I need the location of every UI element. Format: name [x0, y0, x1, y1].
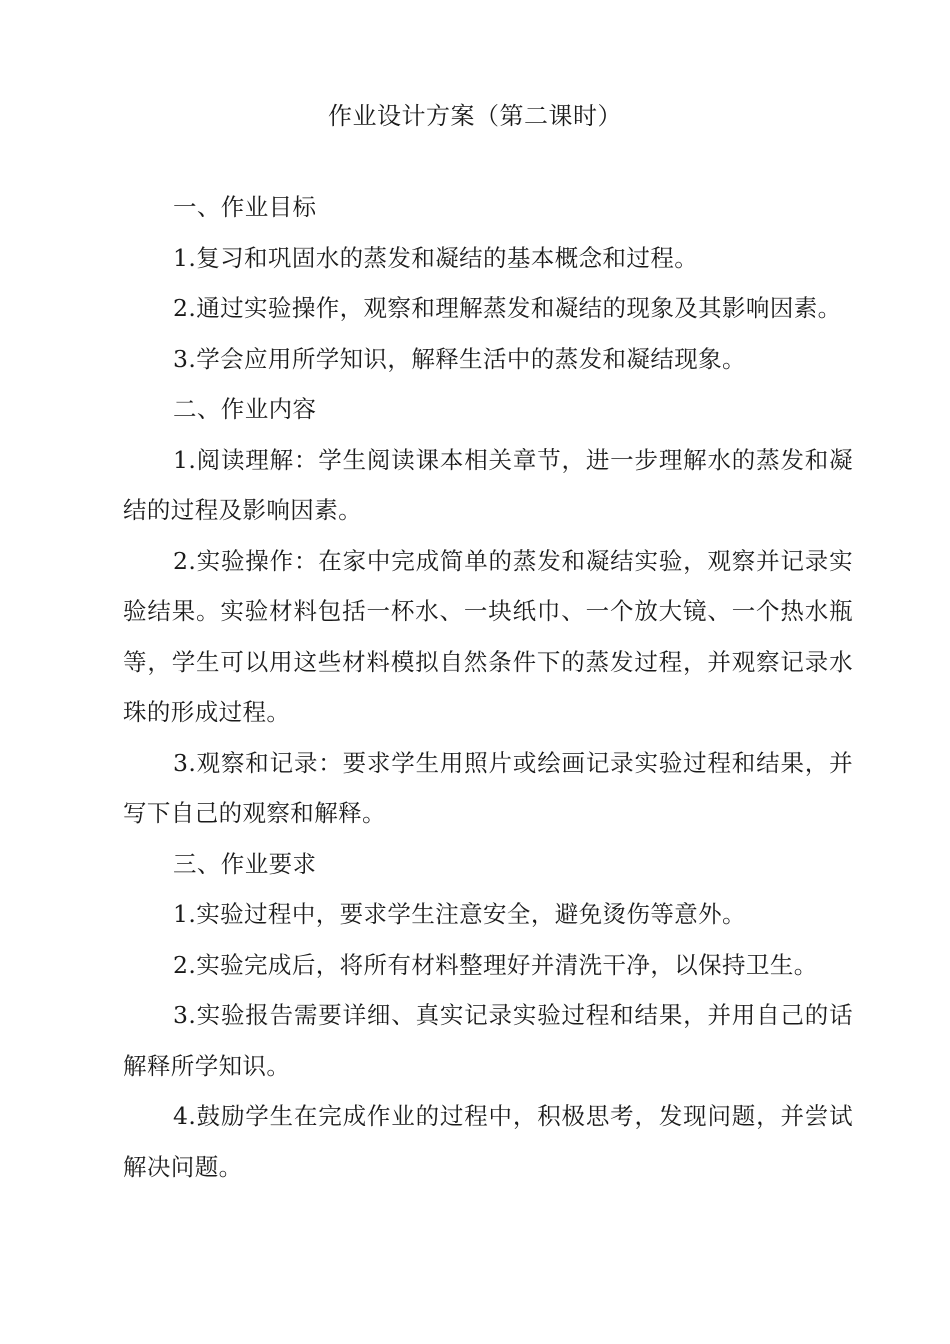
- content-item-1: 1.阅读理解：学生阅读课本相关章节，进一步理解水的蒸发和凝结的过程及影响因素。: [123, 445, 853, 524]
- requirement-item-1: 1.实验过程中，要求学生注意安全，避免烫伤等意外。: [173, 900, 746, 928]
- document-title: 作业设计方案（第二课时）: [328, 102, 622, 130]
- requirement-item-3: 3.实验报告需要详细、真实记录实验过程和结果，并用自己的话解释所学知识。: [123, 1001, 853, 1080]
- section-heading-goals: 一、作业目标: [173, 193, 317, 221]
- content-item-3: 3.观察和记录：要求学生用照片或绘画记录实验过程和结果，并写下自己的观察和解释。: [123, 748, 853, 827]
- section-heading-content: 二、作业内容: [173, 395, 317, 423]
- document-body: [123, 182, 853, 1192]
- goal-item-2: 2.通过实验操作，观察和理解蒸发和凝结的现象及其影响因素。: [173, 294, 842, 322]
- requirement-item-4: 4.鼓励学生在完成作业的过程中，积极思考，发现问题，并尝试解决问题。: [123, 1102, 853, 1181]
- section-heading-requirements: 三、作业要求: [173, 849, 317, 878]
- goal-item-3: 3.学会应用所学知识，解释生活中的蒸发和凝结现象。: [173, 344, 746, 373]
- content-item-2: 2.实验操作：在家中完成简单的蒸发和凝结实验，观察并记录实验结果。实验材料包括一杯水、一块纸巾、一个放大镜、一个热水瓶等，学生可以用这些材料模拟自然条件下的蒸发过程，并观察记录水珠的形成过程。: [123, 546, 853, 726]
- goal-item-1: 1.复习和巩固水的蒸发和凝结的基本概念和过程。: [173, 243, 699, 272]
- requirement-item-2: 2.实验完成后，将所有材料整理好并清洗干净，以保持卫生。: [173, 950, 818, 979]
